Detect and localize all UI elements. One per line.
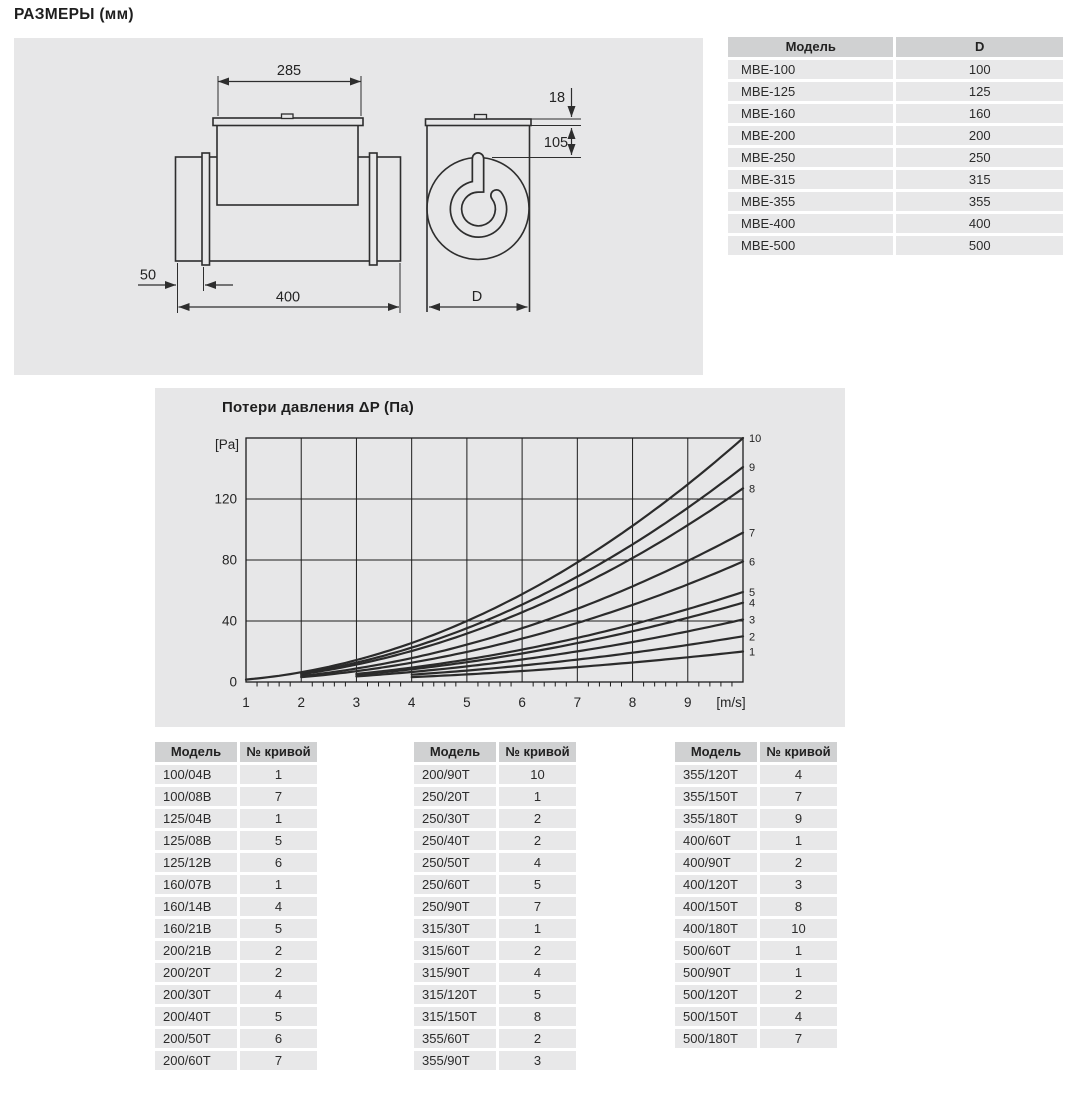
table-row bbox=[414, 1029, 576, 1048]
y-tick-label: 40 bbox=[221, 613, 237, 629]
page-title: РАЗМЕРЫ (мм) bbox=[14, 6, 134, 23]
x-tick-label: 7 bbox=[573, 695, 582, 710]
table-cell: 1 bbox=[499, 919, 576, 938]
curve-label-6: 6 bbox=[749, 556, 756, 569]
table-cell: 500/180Т bbox=[675, 1029, 757, 1048]
column-header: Модель bbox=[155, 742, 237, 762]
table-row bbox=[414, 809, 576, 828]
curve-label-1: 1 bbox=[749, 646, 756, 659]
table-row bbox=[155, 831, 317, 850]
heating-element-core bbox=[456, 159, 501, 232]
curve-label-3: 3 bbox=[749, 614, 756, 627]
table-cell: 250/50Т bbox=[414, 853, 496, 872]
table-cell: 125/04В bbox=[155, 809, 237, 828]
table-row bbox=[414, 875, 576, 894]
table-cell: МВЕ-355 bbox=[728, 192, 893, 211]
column-header: № кривой bbox=[240, 742, 317, 762]
table-cell: 250/40Т bbox=[414, 831, 496, 850]
table-cell: 160/21В bbox=[155, 919, 237, 938]
table-row bbox=[728, 236, 1063, 255]
table-row bbox=[414, 963, 576, 982]
table-row bbox=[155, 897, 317, 916]
table-row bbox=[414, 919, 576, 938]
table-row bbox=[728, 170, 1063, 189]
table-cell: 7 bbox=[760, 1029, 837, 1048]
table-cell: 3 bbox=[760, 875, 837, 894]
table-header-row bbox=[675, 742, 837, 762]
dimension-drawing bbox=[14, 38, 703, 375]
table-cell: 400 bbox=[896, 214, 1063, 233]
dim-box-width: 285 bbox=[276, 63, 302, 79]
curve-10 bbox=[246, 438, 743, 680]
table-cell: 9 bbox=[760, 809, 837, 828]
table-row bbox=[155, 853, 317, 872]
table-row bbox=[675, 809, 837, 828]
table-cell: 1 bbox=[760, 831, 837, 850]
table-row bbox=[155, 765, 317, 784]
table-cell: МВЕ-100 bbox=[728, 60, 893, 79]
curve-label-4: 4 bbox=[749, 597, 756, 610]
table-cell: 200/50Т bbox=[155, 1029, 237, 1048]
table-cell: 500 bbox=[896, 236, 1063, 255]
table-cell: 4 bbox=[240, 985, 317, 1004]
table-cell: 200/20Т bbox=[155, 963, 237, 982]
table-cell: 400/150Т bbox=[675, 897, 757, 916]
column-header: Модель bbox=[414, 742, 496, 762]
table-row bbox=[728, 192, 1063, 211]
table-cell: 355/120Т bbox=[675, 765, 757, 784]
table-cell: МВЕ-315 bbox=[728, 170, 893, 189]
front-view bbox=[426, 115, 532, 313]
table-cell: 2 bbox=[499, 1029, 576, 1048]
table-cell: 6 bbox=[240, 1029, 317, 1048]
table-cell: 400/60Т bbox=[675, 831, 757, 850]
table-cell: 250 bbox=[896, 148, 1063, 167]
table-cell: 355 bbox=[896, 192, 1063, 211]
table-cell: 2 bbox=[499, 831, 576, 850]
table-cell: 355/60Т bbox=[414, 1029, 496, 1048]
table-cell: 250/90Т bbox=[414, 897, 496, 916]
table-header-row bbox=[728, 37, 1063, 57]
table-cell: 500/150Т bbox=[675, 1007, 757, 1026]
pressure-loss-chart bbox=[155, 388, 845, 727]
table-cell: 160 bbox=[896, 104, 1063, 123]
table-cell: 200/90Т bbox=[414, 765, 496, 784]
table-cell: 4 bbox=[499, 853, 576, 872]
table-row bbox=[414, 787, 576, 806]
table-cell: 315/150Т bbox=[414, 1007, 496, 1026]
table-cell: МВЕ-500 bbox=[728, 236, 893, 255]
column-header: Модель bbox=[675, 742, 757, 762]
curve-table-3 bbox=[672, 739, 840, 1051]
table-row bbox=[414, 765, 576, 784]
table-row bbox=[414, 853, 576, 872]
table-cell: 250/20Т bbox=[414, 787, 496, 806]
table-row bbox=[728, 82, 1063, 101]
table-cell: 355/150Т bbox=[675, 787, 757, 806]
pressure-loss-panel bbox=[155, 388, 845, 727]
table-cell: МВЕ-200 bbox=[728, 126, 893, 145]
table-cell: 2 bbox=[499, 809, 576, 828]
table-cell: 7 bbox=[760, 787, 837, 806]
table-cell: 2 bbox=[240, 941, 317, 960]
curve-label-8: 8 bbox=[749, 483, 756, 496]
curve-table-2 bbox=[411, 739, 579, 1073]
table-row bbox=[155, 1007, 317, 1026]
table-cell: 355/90Т bbox=[414, 1051, 496, 1070]
table-cell: 100 bbox=[896, 60, 1063, 79]
table-cell: 10 bbox=[499, 765, 576, 784]
table-row bbox=[675, 853, 837, 872]
curve-4 bbox=[356, 603, 743, 675]
table-cell: 315/90Т bbox=[414, 963, 496, 982]
table-cell: 125 bbox=[896, 82, 1063, 101]
table-row bbox=[675, 1007, 837, 1026]
x-tick-label: 4 bbox=[407, 695, 416, 710]
table-row bbox=[675, 1029, 837, 1048]
column-header: Модель bbox=[728, 37, 893, 57]
table-cell: МВЕ-160 bbox=[728, 104, 893, 123]
table-cell: 400/90Т bbox=[675, 853, 757, 872]
table-cell: 10 bbox=[760, 919, 837, 938]
table-cell: 2 bbox=[760, 985, 837, 1004]
table-cell: 3 bbox=[499, 1051, 576, 1070]
y-tick-label: 0 bbox=[229, 674, 237, 690]
table-cell: МВЕ-125 bbox=[728, 82, 893, 101]
x-tick-label: 1 bbox=[242, 695, 250, 710]
table-row bbox=[728, 60, 1063, 79]
table-cell: 315/30Т bbox=[414, 919, 496, 938]
table-row bbox=[414, 941, 576, 960]
table-cell: 315/60Т bbox=[414, 941, 496, 960]
table-cell: 7 bbox=[499, 897, 576, 916]
curve-label-10: 10 bbox=[749, 433, 762, 445]
table-cell: 400/120Т bbox=[675, 875, 757, 894]
table-cell: 1 bbox=[240, 875, 317, 894]
dim-lid-height: 18 bbox=[548, 90, 566, 106]
x-tick-label: 2 bbox=[297, 695, 305, 710]
table-cell: 250/60Т bbox=[414, 875, 496, 894]
column-header: № кривой bbox=[760, 742, 837, 762]
table-row bbox=[675, 875, 837, 894]
curve-label-2: 2 bbox=[749, 631, 756, 644]
table-cell: 4 bbox=[240, 897, 317, 916]
table-cell: МВЕ-400 bbox=[728, 214, 893, 233]
table-row bbox=[155, 787, 317, 806]
table-cell: 200/40Т bbox=[155, 1007, 237, 1026]
table-cell: 7 bbox=[240, 787, 317, 806]
table-row bbox=[414, 1007, 576, 1026]
table-row bbox=[675, 765, 837, 784]
table-cell: 125/08В bbox=[155, 831, 237, 850]
x-tick-label: 9 bbox=[684, 695, 692, 710]
table-cell: 4 bbox=[499, 963, 576, 982]
table-row bbox=[675, 919, 837, 938]
table-cell: 500/90Т bbox=[675, 963, 757, 982]
table-cell: 7 bbox=[240, 1051, 317, 1070]
table-cell: 250/30Т bbox=[414, 809, 496, 828]
x-axis-unit: [m/s] bbox=[716, 695, 746, 710]
table-row bbox=[675, 963, 837, 982]
table-row bbox=[675, 941, 837, 960]
table-row bbox=[155, 809, 317, 828]
table-row bbox=[414, 985, 576, 1004]
table-cell: 355/180Т bbox=[675, 809, 757, 828]
table-cell: 160/07В bbox=[155, 875, 237, 894]
table-row bbox=[675, 985, 837, 1004]
column-header: D bbox=[896, 37, 1063, 57]
y-tick-label: 120 bbox=[214, 491, 237, 507]
dim-element-depth: 105 bbox=[543, 135, 569, 151]
curve-label-9: 9 bbox=[749, 461, 756, 474]
table-header-row bbox=[155, 742, 317, 762]
dim-total-length: 400 bbox=[275, 289, 301, 306]
table-cell: 2 bbox=[240, 963, 317, 982]
table-row bbox=[155, 1051, 317, 1070]
y-tick-label: 80 bbox=[221, 552, 237, 568]
table-row bbox=[728, 104, 1063, 123]
table-cell: 4 bbox=[760, 765, 837, 784]
table-cell: 1 bbox=[499, 787, 576, 806]
x-tick-label: 5 bbox=[463, 695, 471, 710]
table-cell: 500/120Т bbox=[675, 985, 757, 1004]
table-row bbox=[414, 897, 576, 916]
table-row bbox=[155, 919, 317, 938]
dimension-drawing-panel bbox=[14, 38, 703, 375]
table-row bbox=[155, 1029, 317, 1048]
y-axis-unit: [Pa] bbox=[214, 437, 239, 452]
table-cell: 5 bbox=[499, 985, 576, 1004]
table-row bbox=[728, 148, 1063, 167]
table-cell: 200 bbox=[896, 126, 1063, 145]
table-cell: 5 bbox=[499, 875, 576, 894]
table-cell: 8 bbox=[499, 1007, 576, 1026]
table-row bbox=[155, 963, 317, 982]
table-cell: 160/14В bbox=[155, 897, 237, 916]
x-tick-label: 8 bbox=[628, 695, 637, 710]
x-tick-label: 3 bbox=[352, 695, 361, 710]
x-tick-label: 6 bbox=[518, 695, 526, 710]
curve-label-5: 5 bbox=[749, 587, 756, 600]
dim-flange-offset: 50 bbox=[139, 267, 157, 284]
table-cell: 5 bbox=[240, 831, 317, 850]
table-cell: 5 bbox=[240, 1007, 317, 1026]
table-cell: 2 bbox=[760, 853, 837, 872]
table-cell: МВЕ-250 bbox=[728, 148, 893, 167]
table-cell: 315 bbox=[896, 170, 1063, 189]
curve-label-7: 7 bbox=[749, 527, 756, 540]
table-cell: 500/60Т bbox=[675, 941, 757, 960]
column-header: № кривой bbox=[499, 742, 576, 762]
table-cell: 200/21В bbox=[155, 941, 237, 960]
table-cell: 315/120Т bbox=[414, 985, 496, 1004]
dimension-table bbox=[725, 34, 1066, 258]
dim-diameter: D bbox=[471, 289, 483, 305]
table-cell: 200/60Т bbox=[155, 1051, 237, 1070]
table-cell: 400/180Т bbox=[675, 919, 757, 938]
chart-title: Потери давления ΔP (Па) bbox=[222, 399, 414, 416]
table-cell: 1 bbox=[240, 765, 317, 784]
table-row bbox=[414, 831, 576, 850]
table-row bbox=[155, 941, 317, 960]
table-cell: 4 bbox=[760, 1007, 837, 1026]
table-cell: 1 bbox=[760, 963, 837, 982]
table-cell: 8 bbox=[760, 897, 837, 916]
table-row bbox=[728, 214, 1063, 233]
side-view bbox=[176, 114, 401, 265]
table-row bbox=[675, 897, 837, 916]
table-cell: 125/12В bbox=[155, 853, 237, 872]
table-cell: 1 bbox=[240, 809, 317, 828]
curve-table-1 bbox=[152, 739, 320, 1073]
table-row bbox=[728, 126, 1063, 145]
table-cell: 1 bbox=[760, 941, 837, 960]
table-cell: 5 bbox=[240, 919, 317, 938]
table-cell: 200/30Т bbox=[155, 985, 237, 1004]
table-row bbox=[675, 831, 837, 850]
table-cell: 2 bbox=[499, 941, 576, 960]
table-cell: 100/04В bbox=[155, 765, 237, 784]
table-header-row bbox=[414, 742, 576, 762]
table-row bbox=[675, 787, 837, 806]
table-row bbox=[155, 985, 317, 1004]
table-cell: 6 bbox=[240, 853, 317, 872]
table-cell: 100/08В bbox=[155, 787, 237, 806]
table-row bbox=[155, 875, 317, 894]
table-row bbox=[414, 1051, 576, 1070]
